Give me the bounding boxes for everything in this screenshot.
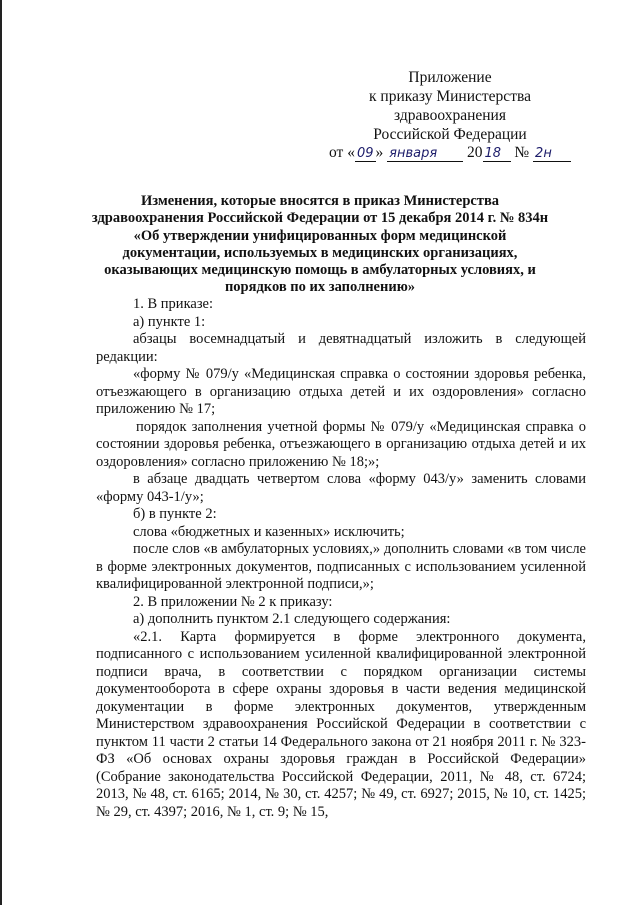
paragraph: в абзаце двадцать четвертом слова «форму 043/у» заменить словами «форму 043-1/у»;	[96, 471, 586, 505]
date-month-handwritten: января	[387, 146, 463, 162]
date-day-handwritten: 09	[356, 146, 374, 161]
scan-edge	[0, 0, 2, 905]
header-line: Приложение	[408, 69, 492, 86]
order-date-line	[329, 144, 571, 162]
header-line: к приказу Министерства	[369, 88, 531, 105]
paragraph: а) дополнить пунктом 2.1 следующего содержания:	[133, 611, 451, 627]
date-year-handwritten: 18	[483, 146, 511, 162]
paragraph: абзацы восемнадцатый и девятнадцатый изложить в следующей редакции:	[96, 331, 586, 365]
header-line: здравоохранения	[394, 107, 506, 124]
paragraph: «форму № 079/у «Медицинская справка о состоянии здоровья ребенка, отъезжающего в организацию отдыха детей и их оздоровления» согласно приложению № 17;	[96, 366, 586, 417]
document-title: Изменения, которые вносятся в приказ Министерства здравоохранения Российской Федерации от 15 декабря 2014 г. № 834н «Об утверждении унифицированных форм медицинской документации, используемых в медицинских организациях, оказывающих медицинскую помощь в амбулаторных условиях, и порядков по их заполнению»	[91, 193, 549, 296]
paragraph: а) пункте 1:	[133, 313, 206, 330]
paragraph: «2.1. Карта формируется в форме электронного документа, подписанного с использованием усиленной квалифицированной электронной подписи врача, в соответствии с порядком организации системы документооборота в сфере охраны здоровья в части ведения медицинской документации в форме электронных документов, утвержденным Министерством здравоохранения Российской Федерации в соответствии с пунктом 11 части 2 статьи 14 Федерального закона от 21 ноября 2011 г. № 323-ФЗ «Об основах охраны здоровья граждан в Российской Федерации» (Собрание законодательства Российской Федерации, 2011, № 48, ст. 6724; 2013, № 48, ст. 6165; 2014, № 30, ст. 4257; № 49, ст. 6927; 2015, № 10, ст. 1425; № 29, ст. 4397; 2016, № 1, ст. 9; № 15,	[96, 628, 586, 820]
paragraph: порядок заполнения учетной формы № 079/у «Медицинская справка о состоянии здоровья ребенка, отъезжающего в организацию отдыха детей и их оздоровления» согласно приложению № 18;»;	[96, 418, 586, 470]
date-quote: »	[375, 144, 384, 161]
paragraph: после слов «в амбулаторных условиях,» дополнить словами «в том числе в форме электронных документов, подписанных с использованием усиленной квалифицированной электронной подписи,»;	[96, 541, 586, 592]
document-body	[96, 296, 586, 821]
paragraph: 1. В приказе:	[133, 296, 214, 312]
date-prefix: от «	[329, 144, 355, 161]
appendix-header	[300, 68, 600, 144]
paragraph: б) в пункте 2:	[133, 506, 217, 522]
date-year-prefix: 20	[467, 144, 483, 161]
paragraph: слова «бюджетных и казенных» исключить;	[133, 523, 405, 540]
number-label: №	[514, 144, 530, 161]
paragraph: 2. В приложении № 2 к приказу:	[133, 593, 333, 610]
order-number-handwritten: 2н	[533, 146, 571, 162]
header-line: Российской Федерации	[373, 126, 527, 143]
